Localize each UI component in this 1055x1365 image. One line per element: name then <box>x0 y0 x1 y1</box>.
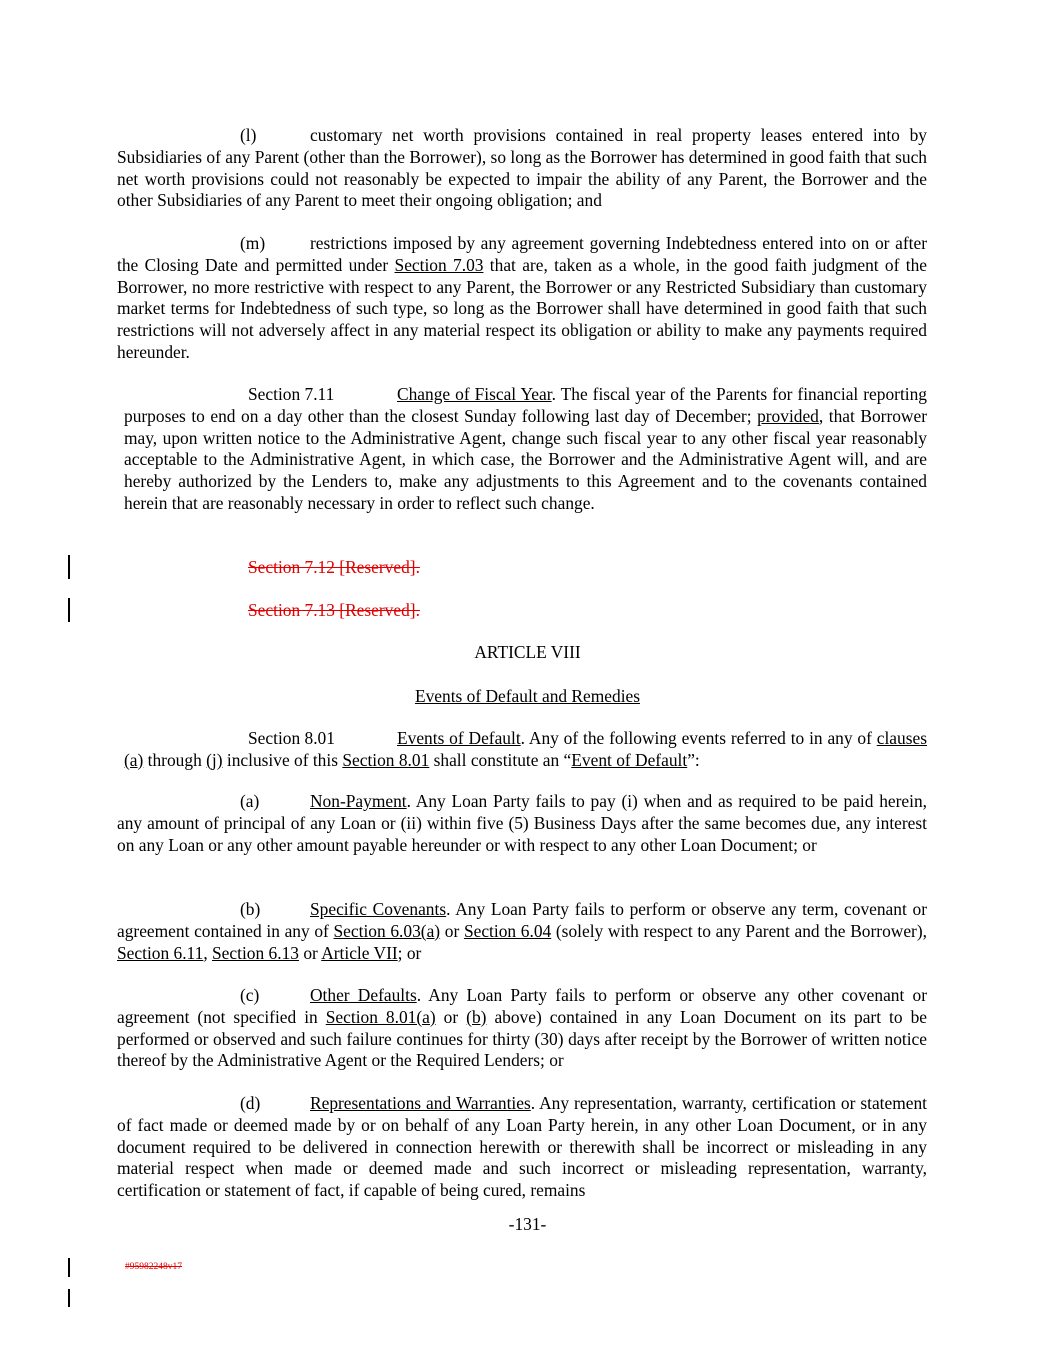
deleted-section-7-12: Section 7.12 [Reserved]. <box>248 557 420 577</box>
clause-text: . Any Loan Party fails to perform or observe any term, covenant or agreement contained in any of <box>117 899 927 941</box>
section-text: ”: <box>687 749 700 770</box>
clause-text: restrictions imposed by any agreement governing Indebtedness entered into on or after the Closing Date and permitted under <box>117 233 927 275</box>
clause-text: (solely with respect to any Parent and the Borrower), <box>551 920 927 941</box>
clause-label: (c) <box>240 985 260 1005</box>
clause-heading: Non-Payment <box>310 791 407 811</box>
paragraph-m <box>117 233 927 364</box>
change-bar <box>68 1289 70 1307</box>
section-reference: (b) <box>466 1006 487 1027</box>
clause-text: that are, taken as a whole, in the good faith judgment of the Borrower, no more restrictive with respect to any Parent, the Borrower or any Restricted Subsidiary than customary market terms for Indebtedness of such type, so long as the Borrower shall have determined in good faith that such restrictions will not adversely affect in any material respect its obligation or ability to make any payments required hereunder. <box>117 254 927 362</box>
clause-heading: Other Defaults <box>310 985 417 1005</box>
section-text: shall constitute an “ <box>429 749 572 770</box>
clause-text: , <box>203 942 213 963</box>
paragraph-l <box>117 125 927 212</box>
clause-text: or <box>435 1006 467 1027</box>
section-reference: Section 8.01(a) <box>325 1006 436 1027</box>
section-reference: clauses (a) <box>124 728 927 770</box>
section-heading: Change of Fiscal Year <box>397 384 552 404</box>
clause-text: or <box>440 920 464 941</box>
section-text: . Any of the following events referred to in any of <box>520 728 877 748</box>
paragraph-d <box>117 1093 927 1202</box>
section-reference: Section 6.04 <box>463 920 552 941</box>
section-reference: Section 8.01 <box>342 749 430 770</box>
section-reference: Section 6.03(a) <box>333 920 441 941</box>
clause-text: . Any representation, warranty, certification or statement of fact made or deemed made by or on behalf of any Loan Party herein, in any other Loan Document, or in any document required to be delivered in connection herewith or therewith shall be incorrect or misleading in any material respect when made or deemed made and such incorrect or misleading representation, warranty, certification or statement of fact, if capable of being cured, remains <box>117 1093 927 1201</box>
clause-text: . Any Loan Party fails to perform or observe any other covenant or agreement (not specified in <box>117 985 927 1027</box>
article-number: ARTICLE VIII <box>474 642 581 662</box>
section-text: . The fiscal year of the Parents for financial reporting purposes to end on a day other than the closest Sunday following last day of December; <box>124 384 927 426</box>
paragraph-b <box>117 899 927 964</box>
defined-term: Event of Default <box>571 749 688 770</box>
paragraph-a <box>117 791 927 856</box>
section-label: Section 8.01 <box>248 728 335 748</box>
section-reference: (j) <box>206 749 223 770</box>
page-number: -131- <box>508 1214 547 1234</box>
clause-label: (m) <box>240 233 266 253</box>
section-label: Section 7.11 <box>248 384 335 404</box>
clause-label: (l) <box>240 125 257 145</box>
clause-label: (d) <box>240 1093 261 1113</box>
change-bar <box>68 598 70 622</box>
clause-label: (a) <box>240 791 260 811</box>
clause-heading: Specific Covenants <box>310 899 447 919</box>
section-reference: Article VII <box>321 942 398 963</box>
section-text: inclusive of this <box>222 749 343 770</box>
proviso: provided <box>757 405 819 426</box>
section-reference: Section 6.11 <box>117 942 204 963</box>
section-reference: Section 6.13 <box>212 942 299 963</box>
paragraph-c <box>117 985 927 1072</box>
clause-text: . Any Loan Party fails to pay (i) when and as required to be paid herein, any amount of principal of any Loan or (ii) within five (5) Business Days after the same becomes due, any interest on any Loan or any other amount payable hereunder or with respect to any other Loan Document; or <box>117 791 927 855</box>
change-bar <box>68 1258 70 1277</box>
clause-heading: Representations and Warranties <box>310 1093 531 1113</box>
section-reference: Section 7.03 <box>394 254 484 275</box>
section-7-11 <box>124 384 927 515</box>
section-heading: Events of Default <box>397 728 521 748</box>
section-8-01 <box>124 728 927 772</box>
clause-text: or <box>298 942 322 963</box>
document-id: #95982248v17 <box>125 1262 182 1272</box>
clause-text: ; or <box>397 942 422 963</box>
section-text: through <box>143 749 207 770</box>
article-title: Events of Default and Remedies <box>414 686 641 706</box>
clause-label: (b) <box>240 899 261 919</box>
article-title-wrap <box>0 686 1055 708</box>
clause-text: customary net worth provisions contained in real property leases entered into by Subsidiaries of any Parent (other than the Borrower), so long as the Borrower has determined in good faith that such net worth provisions could not reasonably be expected to impair the ability of any Parent, the Borrower and the other Subsidiaries of any Parent to meet their ongoing obligation; and <box>117 125 927 211</box>
deleted-section-7-13: Section 7.13 [Reserved]. <box>248 600 420 620</box>
change-bar <box>68 555 70 579</box>
section-text: , that Borrower may, upon written notice to the Administrative Agent, change such fiscal year to any other fiscal year reasonably acceptable to the Administrative Agent, in which case, the Borrower and the Administrative Agent will, and are hereby authorized by the Lenders to, make any adjustments to this Agreement and to the covenants contained herein that are reasonably necessary in order to reflect such change. <box>124 405 927 513</box>
clause-text: above) contained in any Loan Document on its part to be performed or observed and such failure continues for thirty (30) days after receipt by the Borrower of written notice thereof by the Administrative Agent or the Required Lenders; or <box>117 1006 927 1071</box>
